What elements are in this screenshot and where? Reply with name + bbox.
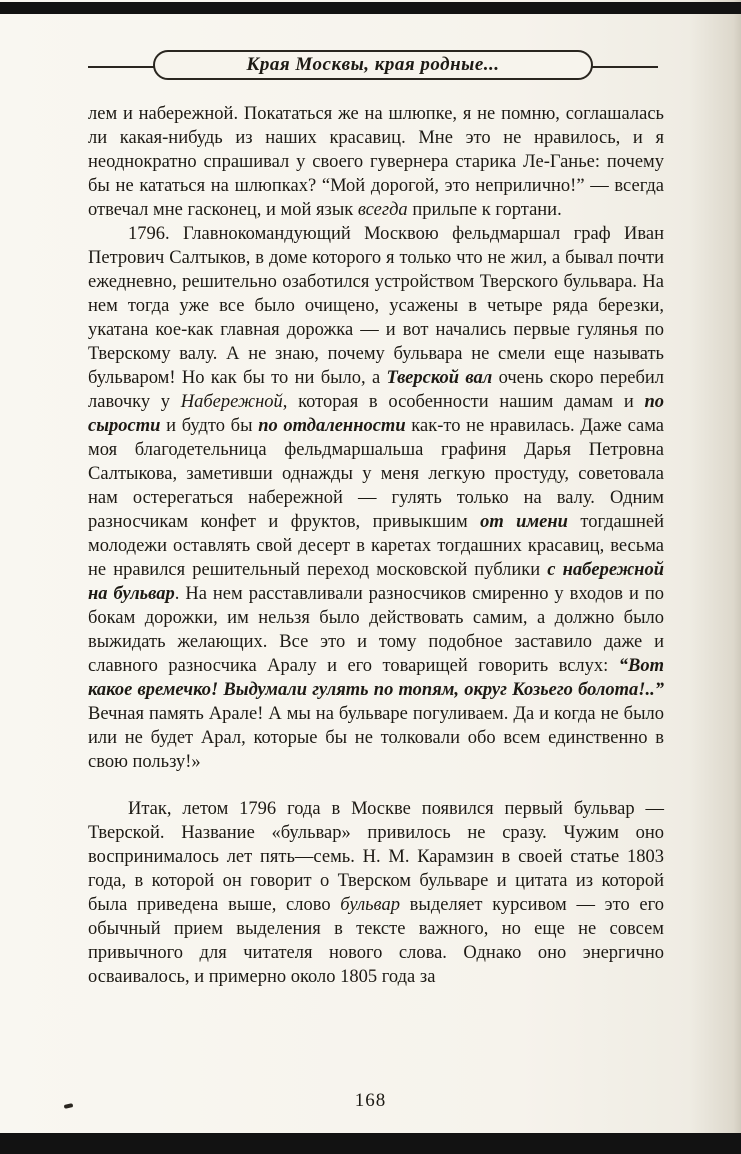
text-run: прильпе к гортани.: [407, 200, 562, 220]
emphasis-run: всегда: [357, 200, 408, 220]
page-body: [88, 102, 664, 989]
scan-edge-top: [0, 2, 741, 14]
text-run: выделяет курсивом — это его обычный прием выделения в тексте важного, но еще не совсем привычного для читателя нового слова. Однако оно энергично осваивалось, и примерно около 1805 года за: [88, 895, 664, 987]
emphasis-run: от имени: [480, 512, 568, 532]
emphasis-run: “Вот какое времечко! Выдумали гулять по топям, округ Козьего болота!..”: [88, 656, 664, 700]
text-run: Вечная память Арале! А мы на бульваре погуливаем. Да и когда не было или не будет Арал, которые бы не толковали обо всем единственно в свою пользу!»: [88, 704, 664, 772]
scan-edge-bottom: [0, 1133, 741, 1154]
running-title: Края Москвы, края родные...: [246, 54, 500, 75]
text-run: тогдашней молодежи оставлять свой десерт в каретах тогдашних красавиц, весьма не нравился решительный переход московской публики: [88, 512, 664, 580]
text-run: очень скоро перебил лавочку у: [88, 368, 664, 412]
paragraph: [88, 797, 664, 989]
text-run: , которая в особенности нашим дамам и: [282, 392, 645, 412]
emphasis-run: бульвар: [340, 895, 400, 915]
text-run: лем и набережной. Покататься же на шлюпке, я не помню, соглашалась ли какая-нибудь из наших красавиц. Мне это не нравилось, и я неоднократно спрашивал у своего гувернера старика Ле-Ганье: почему бы не кататься на шлюпках? “Мой дорогой, это неприлично!” — всегда отвечал мне гасконец, и мой язык: [88, 104, 664, 220]
text-run: 1796. Главнокомандующий Москвою фельдмаршал граф Иван Петрович Салтыков, в доме которого я только что не жил, а бывал почти ежедневно, решительно озаботился устройством Тверского бульвара. На нем тогда уже все было очищено, усажены в четыре ряда березки, укатана кое-как главная дорожка — и вот начались первые гулянья по Тверскому валу. А не знаю, почему бульвара не смели еще называть бульваром! Но как бы то ни было, а: [88, 224, 664, 388]
emphasis-run: Тверской вал: [386, 368, 493, 388]
text-run: и будто бы: [160, 416, 259, 436]
header-cartouche: [153, 50, 593, 80]
emphasis-run: по отдаленности: [258, 416, 406, 436]
paragraph: [88, 102, 664, 222]
running-header: [88, 50, 658, 84]
paragraph: [88, 222, 664, 774]
emphasis-run: Набережной: [180, 392, 283, 412]
emphasis-run: с набережной на бульвар: [88, 560, 664, 604]
emphasis-run: по сырости: [88, 392, 664, 436]
text-run: Итак, летом 1796 года в Москве появился первый бульвар — Тверской. Название «бульвар» привилось не сразу. Чужим оно воспринималось лет пять—семь. Н. М. Карамзин в своей статье 1803 года, в которой он говорит о Тверском бульваре и цитата из которой была приведена выше, слово: [88, 799, 664, 915]
page-number: 168: [354, 1090, 387, 1111]
text-run: . На нем расставливали разносчиков смиренно у входов и по бокам дорожки, им нельзя было действовать самим, а должно было выжидать желающих. Все это и тому подобное заставило даже и славного разносчика Аралу и его товарищей говорить вслух:: [88, 584, 664, 676]
text-run: как-то не нравилась. Даже сама моя благодетельница фельдмаршальша графиня Дарья Петровна Салтыкова, заметивши однажды у меня легкую простуду, советовала нам остерегаться набережной — гулять только на валу. Одним разносчикам конфет и фруктов, привыкшим: [88, 416, 665, 532]
